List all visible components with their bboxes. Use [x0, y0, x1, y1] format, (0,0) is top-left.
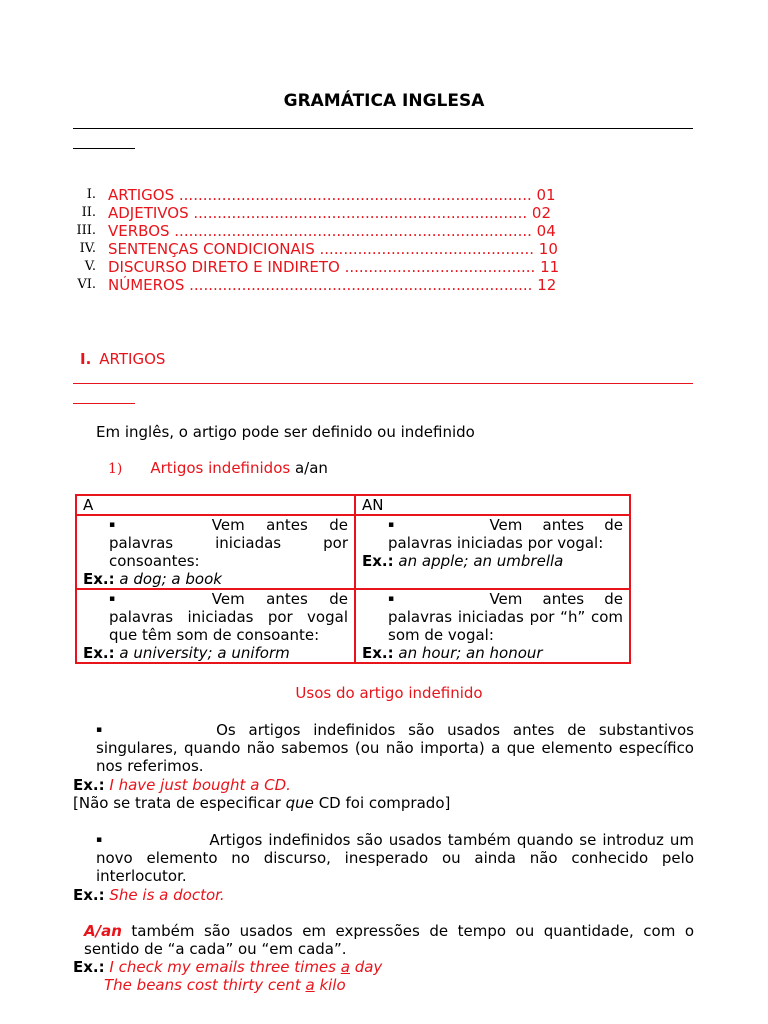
cell-example: Ex.: a university; a uniform — [83, 644, 290, 662]
toc-item[interactable] — [60, 276, 660, 294]
section-title: ARTIGOS — [99, 350, 166, 368]
usage-example-2: Ex.: She is a doctor. — [73, 886, 225, 904]
table-row — [76, 515, 630, 589]
table-row — [76, 589, 630, 663]
table-cell — [355, 515, 630, 589]
subsection-title: Artigos indefinidos — [150, 459, 291, 477]
toc-item[interactable] — [60, 204, 660, 222]
usage-example-4: The beans cost thirty cent a kilo — [104, 976, 346, 994]
page-title: GRAMÁTICA INGLESA — [283, 91, 485, 111]
subsection-number: 1) — [108, 461, 123, 477]
toc-item[interactable] — [60, 258, 660, 276]
cell-example: Ex.: an apple; an umbrella — [362, 552, 564, 570]
toc-number: III. — [76, 223, 96, 238]
bullet-icon: ▪ — [96, 725, 111, 735]
section-heading — [80, 350, 165, 368]
title-divider — [73, 128, 693, 129]
toc-label[interactable]: ADJETIVOS ...................................................................... 02 — [108, 204, 552, 222]
toc-item[interactable] — [60, 186, 660, 204]
toc-number: II. — [81, 205, 96, 220]
table-cell — [355, 589, 630, 663]
table-cell — [76, 589, 355, 663]
toc-label[interactable]: NÚMEROS ........................................................................ 12 — [108, 276, 557, 294]
usage-note-1: [Não se trata de especificar que CD foi comprado] — [73, 794, 451, 812]
toc-number: IV. — [79, 241, 96, 256]
bullet-icon: ▪ — [96, 835, 104, 845]
table-header-an: AN — [355, 495, 630, 515]
bullet-icon: ▪ — [388, 520, 410, 530]
toc-number: VI. — [77, 277, 96, 292]
table-header-row — [76, 495, 630, 515]
table-cell — [76, 515, 355, 589]
section-divider — [73, 383, 693, 384]
usage-heading: Usos do artigo indefinido — [295, 684, 483, 702]
subsection-heading — [108, 459, 328, 478]
toc-label[interactable]: VERBOS ........................................................................... 04 — [108, 222, 556, 240]
cell-example: Ex.: a dog; a book — [83, 570, 222, 588]
section-number: I. — [80, 350, 92, 368]
usage-paragraph-1: ▪ Os artigos indefinidos são usados antes de substantivos singulares, quando não sabemos (ou não importa) a que elemento específico nos referimos. — [96, 721, 694, 775]
subsection-title-bold: a/an — [294, 459, 328, 477]
cell-text: ▪ Vem antes de palavras iniciadas por “h” com som de vogal: — [388, 590, 623, 644]
usage-paragraph-2: ▪ Artigos indefinidos são usados também quando se introduz um novo elemento no discurso, inesperado ou ainda não conhecido pelo interlocutor. — [96, 831, 695, 885]
cell-example: Ex.: an hour; an honour — [362, 644, 543, 662]
bullet-icon: ▪ — [109, 594, 132, 604]
usage-paragraph-3: A/an também são usados em expressões de tempo ou quantidade, com o sentido de “a cada” ou “em cada”. — [84, 922, 694, 958]
bullet-icon: ▪ — [388, 594, 410, 604]
title-divider-tail — [73, 148, 135, 149]
article-table — [75, 494, 631, 664]
table-header-a: A — [76, 495, 355, 515]
toc-label[interactable]: DISCURSO DIRETO E INDIRETO ........................................ 11 — [108, 258, 560, 276]
toc-label[interactable]: SENTENÇAS CONDICIONAIS ............................................. 10 — [108, 240, 558, 258]
usage-example-3: Ex.: I check my emails three times a day — [73, 958, 383, 976]
table-of-contents — [60, 186, 660, 294]
section-divider-tail — [73, 403, 135, 404]
usage-example-1: Ex.: I have just bought a CD. — [73, 776, 291, 794]
cell-text: ▪ Vem antes de palavras iniciadas por vogal: — [388, 516, 623, 552]
bullet-icon: ▪ — [109, 520, 132, 530]
toc-number: I. — [86, 187, 96, 202]
toc-label[interactable]: ARTIGOS .......................................................................... 01 — [108, 186, 556, 204]
toc-item[interactable] — [60, 240, 660, 258]
cell-text: ▪ Vem antes de palavras iniciadas por consoantes: — [109, 516, 348, 570]
cell-text: ▪ Vem antes de palavras iniciadas por vogal que têm som de consoante: — [109, 590, 348, 644]
intro-text: Em inglês, o artigo pode ser definido ou indefinido — [96, 423, 475, 441]
toc-number: V. — [84, 259, 96, 274]
toc-item[interactable] — [60, 222, 660, 240]
